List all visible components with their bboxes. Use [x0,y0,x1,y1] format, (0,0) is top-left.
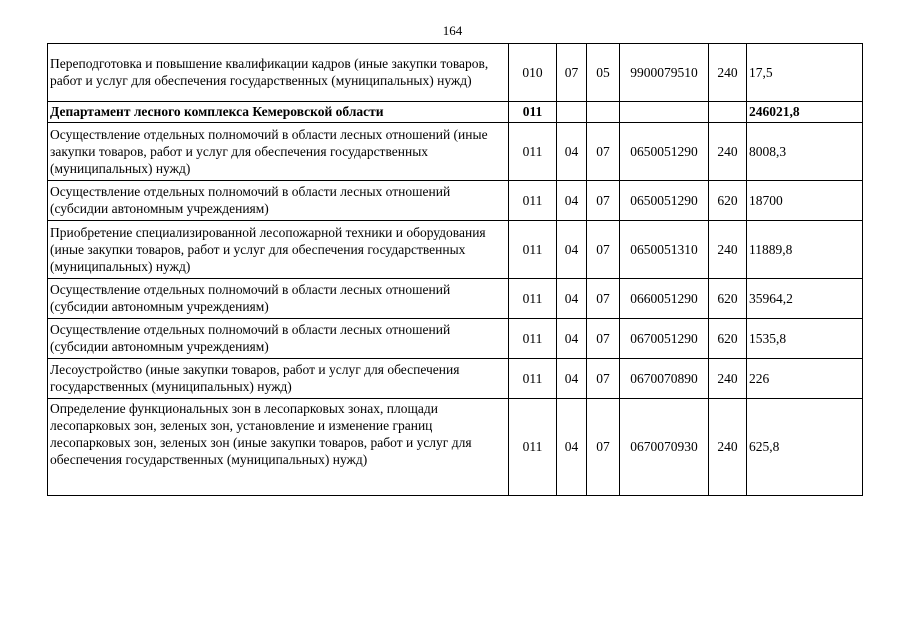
table-row [48,221,863,279]
table-row [48,279,863,319]
row-subsection-code: 07 [587,359,620,399]
row-amount: 1535,8 [747,319,863,359]
row-expense-type-code: 620 [709,181,747,221]
page-number: 164 [442,23,463,38]
row-expense-type-code: 240 [709,359,747,399]
row-amount: 625,8 [747,399,863,496]
row-section-code: 04 [557,279,587,319]
row-ministry-code: 011 [509,399,557,496]
row-section-code: 04 [557,123,587,181]
row-name: Определение функциональных зон в лесопарковых зонах, площади лесопарковых зон, зеленых зон, установление и изменение границ лесопарковых зон, зеленых зон (иные закупки товаров, работ и услуг для обеспечения государственных (муниципальных) нужд) [48,399,509,496]
row-name: Департамент лесного комплекса Кемеровской области [48,102,509,123]
row-target-code: 9900079510 [620,44,709,102]
row-subsection-code: 07 [587,279,620,319]
row-target-code: 0650051310 [620,221,709,279]
row-name: Осуществление отдельных полномочий в области лесных отношений (субсидии автономным учреждениям) [48,181,509,221]
row-subsection-code: 07 [587,399,620,496]
row-expense-type-code [709,102,747,123]
row-ministry-code: 011 [509,319,557,359]
row-name: Осуществление отдельных полномочий в области лесных отношений (субсидии автономным учреждениям) [48,279,509,319]
row-amount: 226 [747,359,863,399]
row-amount: 8008,3 [747,123,863,181]
table-row-department [48,102,863,123]
row-amount: 17,5 [747,44,863,102]
row-target-code: 0660051290 [620,279,709,319]
row-section-code [557,102,587,123]
row-target-code [620,102,709,123]
row-ministry-code: 011 [509,279,557,319]
row-ministry-code: 011 [509,221,557,279]
row-name: Переподготовка и повышение квалификации кадров (иные закупки товаров, работ и услуг для обеспечения государственных (муниципальных) нужд) [48,44,509,102]
row-section-code: 07 [557,44,587,102]
table-row [48,359,863,399]
row-name: Приобретение специализированной лесопожарной техники и оборудования (иные закупки товаров, работ и услуг для обеспечения государственных (муниципальных) нужд) [48,221,509,279]
row-expense-type-code: 240 [709,399,747,496]
table-row [48,399,863,496]
row-name: Лесоустройство (иные закупки товаров, работ и услуг для обеспечения государственных (муниципальных) нужд) [48,359,509,399]
row-section-code: 04 [557,319,587,359]
row-ministry-code: 011 [509,102,557,123]
row-section-code: 04 [557,181,587,221]
row-expense-type-code: 240 [709,123,747,181]
row-name: Осуществление отдельных полномочий в области лесных отношений (иные закупки товаров, работ и услуг для обеспечения государственных (муниципальных) нужд) [48,123,509,181]
row-section-code: 04 [557,221,587,279]
row-target-code: 0670070890 [620,359,709,399]
row-target-code: 0650051290 [620,181,709,221]
row-subsection-code: 07 [587,181,620,221]
row-target-code: 0670070930 [620,399,709,496]
row-amount: 35964,2 [747,279,863,319]
row-subsection-code: 07 [587,123,620,181]
row-section-code: 04 [557,359,587,399]
row-ministry-code: 010 [509,44,557,102]
row-subsection-code: 07 [587,221,620,279]
row-expense-type-code: 620 [709,279,747,319]
row-ministry-code: 011 [509,359,557,399]
row-subsection-code: 05 [587,44,620,102]
row-subsection-code [587,102,620,123]
row-amount: 246021,8 [747,102,863,123]
row-expense-type-code: 240 [709,44,747,102]
table-row [48,44,863,102]
row-target-code: 0670051290 [620,319,709,359]
budget-table [47,43,863,496]
table-row [48,123,863,181]
row-ministry-code: 011 [509,123,557,181]
table-row [48,181,863,221]
row-amount: 18700 [747,181,863,221]
row-expense-type-code: 240 [709,221,747,279]
row-expense-type-code: 620 [709,319,747,359]
row-section-code: 04 [557,399,587,496]
row-amount: 11889,8 [747,221,863,279]
row-target-code: 0650051290 [620,123,709,181]
row-subsection-code: 07 [587,319,620,359]
row-name: Осуществление отдельных полномочий в области лесных отношений (субсидии автономным учреждениям) [48,319,509,359]
table-row [48,319,863,359]
row-ministry-code: 011 [509,181,557,221]
